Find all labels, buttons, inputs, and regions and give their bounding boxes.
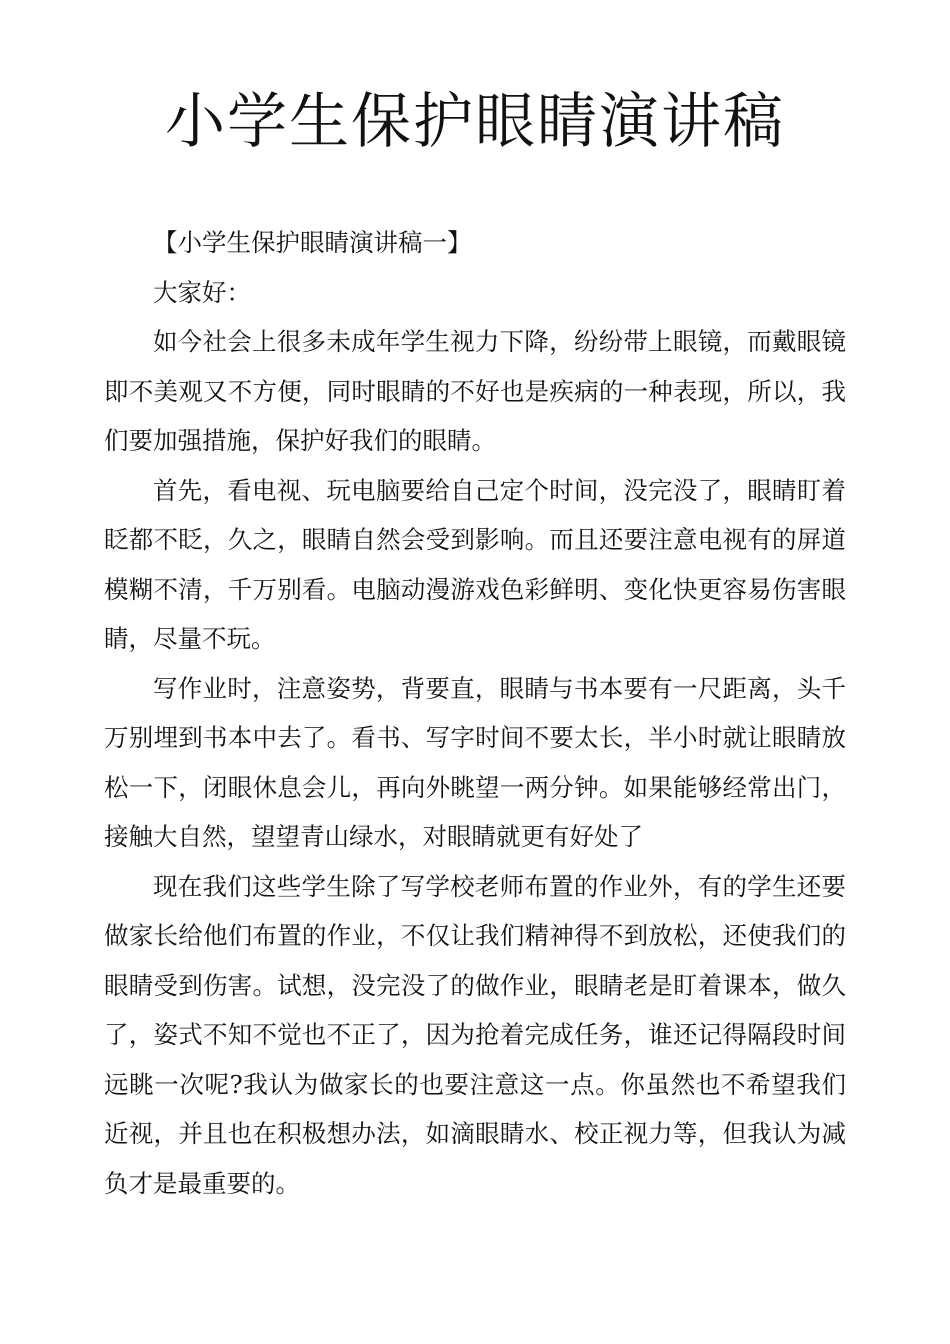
paragraph-2: 首先，看电视、玩电脑要给自己定个时间，没完没了，眼睛盯着眨都不眨，久之，眼睛自然会受到影响。而且还要注意电视有的屏道模糊不清，千万别看。电脑动漫游戏色彩鲜明、变化快更容易伤害眼睛，尽量不玩。 [104, 475, 846, 653]
greeting-line: 大家好： [153, 277, 251, 307]
paragraph-3: 写作业时，注意姿势，背要直，眼睛与书本要有一尺距离，头千万别埋到书本中去了。看书、写字时间不要太长，半小时就让眼睛放松一下，闭眼休息会儿，再向外眺望一两分钟。如果能够经常出门，接触大自然，望望青山绿水，对眼睛就更有好处了 [104, 673, 846, 851]
document-title: 小学生保护眼睛演讲稿 [165, 87, 785, 157]
section-heading: 【小学生保护眼睛演讲稿一】 [153, 228, 472, 257]
paragraph-4: 现在我们这些学生除了写学校老师布置的作业外，有的学生还要做家长给他们布置的作业，不仅让我们精神得不到放松，还使我们的眼睛受到伤害。试想，没完没了的做作业，眼睛老是盯着课本，做久了，姿式不知不觉也不正了，因为抢着完成任务，谁还记得隔段时间远眺一次呢?我认为做家长的也要注意这一点。你虽然也不希望我们近视，并且也在积极想办法，如滴眼睛水、校正视力等，但我认为减负才是最重要的。 [104, 871, 846, 1198]
document-body [104, 218, 846, 1208]
paragraph-1: 如今社会上很多未成年学生视力下降，纷纷带上眼镜，而戴眼镜即不美观又不方便，同时眼睛的不好也是疾病的一种表现，所以，我们要加强措施，保护好我们的眼睛。 [104, 327, 846, 455]
